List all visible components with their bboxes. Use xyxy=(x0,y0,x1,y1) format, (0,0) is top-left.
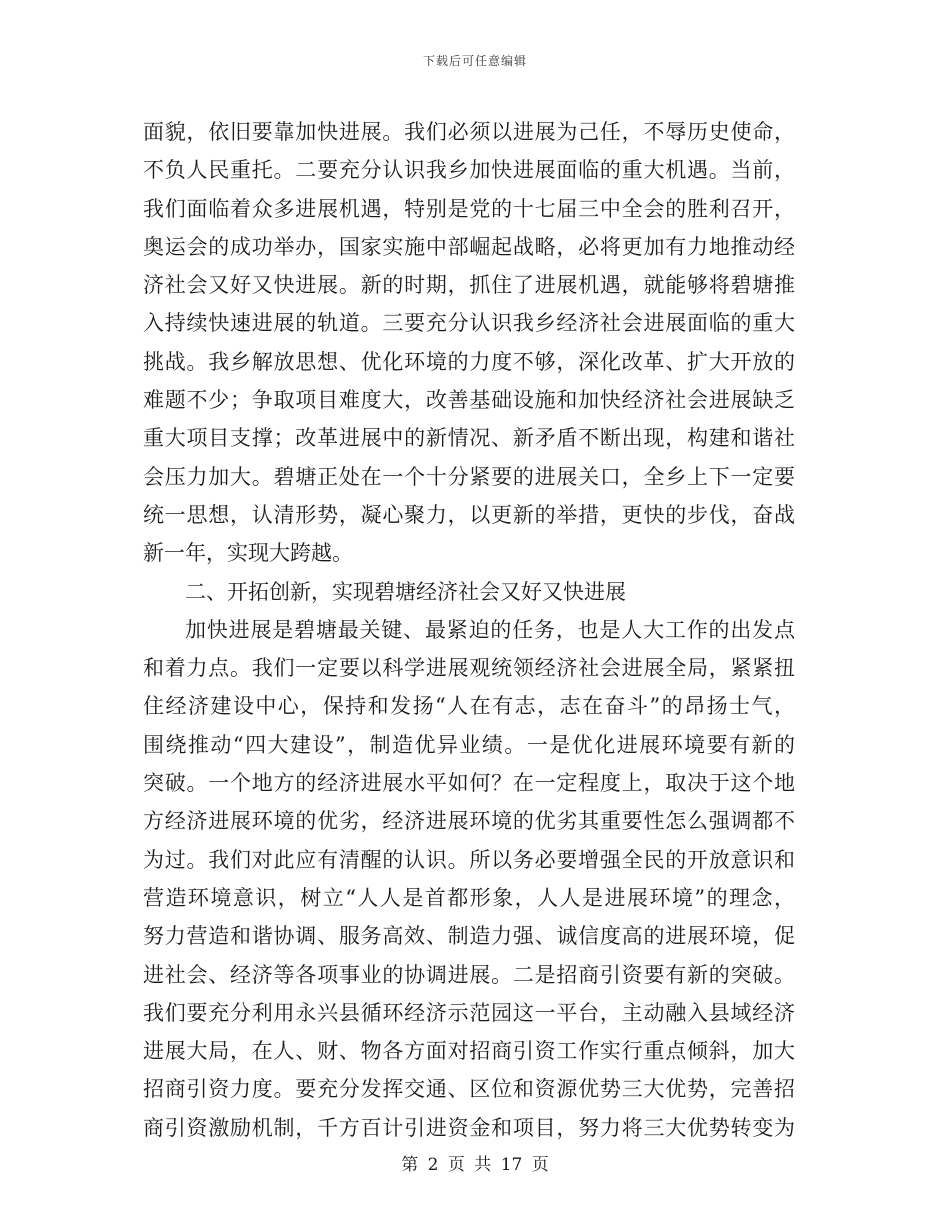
text-line: 为过。我们对此应有清醒的认识。所以务必要增强全民的开放意识和 xyxy=(143,847,795,872)
text-line: 挑战。我乡解放思想、优化环境的力度不够，深化改革、扩大开放的 xyxy=(143,349,795,374)
page-header: 下载后可任意编辑 xyxy=(422,54,527,68)
text-line: 济社会又好又快进展。新的时期，抓住了进展机遇，就能够将碧塘推 xyxy=(143,273,795,298)
text-line: 进社会、经济等各项事业的协调进展。二是招商引资要有新的突破。 xyxy=(143,962,795,987)
text-line: 不负人民重托。二要充分认识我乡加快进展面临的重大机遇。当前， xyxy=(143,158,795,183)
text-line: 招商引资力度。要充分发挥交通、区位和资源优势三大优势，完善招 xyxy=(143,1077,795,1102)
text-line: 重大项目支撑；改革进展中的新情况、新矛盾不断出现，构建和谐社 xyxy=(143,426,795,451)
page-footer: 第 2 页 共 17 页 xyxy=(401,1155,549,1175)
text-line: 住经济建设中心，保持和发扬“人在有志，志在奋斗”的昂扬士气， xyxy=(143,694,795,719)
text-line: 和着力点。我们一定要以科学进展观统领经济社会进展全局，紧紧扭 xyxy=(143,656,795,681)
text-line: 商引资激励机制，千方百计引进资金和项目，努力将三大优势转变为 xyxy=(143,1115,795,1140)
text-line: 我们面临着众多进展机遇，特别是党的十七届三中全会的胜利召开， xyxy=(143,196,795,221)
text-line: 新一年，实现大跨越。 xyxy=(143,541,353,566)
text-line: 围绕推动“四大建设”，制造优异业绩。一是优化进展环境要有新的 xyxy=(143,732,795,757)
text-line: 奥运会的成功举办，国家实施中部崛起战略，必将更加有力地推动经 xyxy=(143,234,795,259)
text-line: 我们要充分利用永兴县循环经济示范园这一平台，主动融入县域经济 xyxy=(143,1000,795,1025)
text-line: 难题不少；争取项目难度大，改善基础设施和加快经济社会进展缺乏 xyxy=(143,388,795,413)
text-line: 面貌，依旧要靠加快进展。我们必须以进展为己任，不辱历史使命， xyxy=(143,120,795,144)
text-line: 入持续快速进展的轨道。三要充分认识我乡经济社会进展面临的重大 xyxy=(143,311,795,336)
text-line: 努力营造和谐协调、服务高效、制造力强、诚信度高的进展环境，促 xyxy=(143,924,795,949)
text-line: 会压力加大。碧塘正处在一个十分紧要的进展关口，全乡上下一定要 xyxy=(143,464,795,489)
text-line: 统一思想，认清形势，凝心聚力，以更新的举措，更快的步伐，奋战 xyxy=(143,502,795,527)
section-heading: 二、开拓创新，实现碧塘经济社会又好又快进展 xyxy=(185,579,626,604)
document-body xyxy=(143,113,795,1147)
text-line: 突破。一个地方的经济进展水平如何？在一定程度上，取决于这个地 xyxy=(143,771,795,796)
text-line: 进展大局，在人、财、物各方面对招商引资工作实行重点倾斜，加大 xyxy=(143,1039,795,1064)
text-line: 方经济进展环境的优劣，经济进展环境的优劣其重要性怎么强调都不 xyxy=(143,809,795,834)
text-line: 营造环境意识，树立“人人是首都形象，人人是进展环境”的理念， xyxy=(143,885,795,910)
text-line: 加快进展是碧塘最关键、最紧迫的任务，也是人大工作的出发点 xyxy=(185,617,795,642)
